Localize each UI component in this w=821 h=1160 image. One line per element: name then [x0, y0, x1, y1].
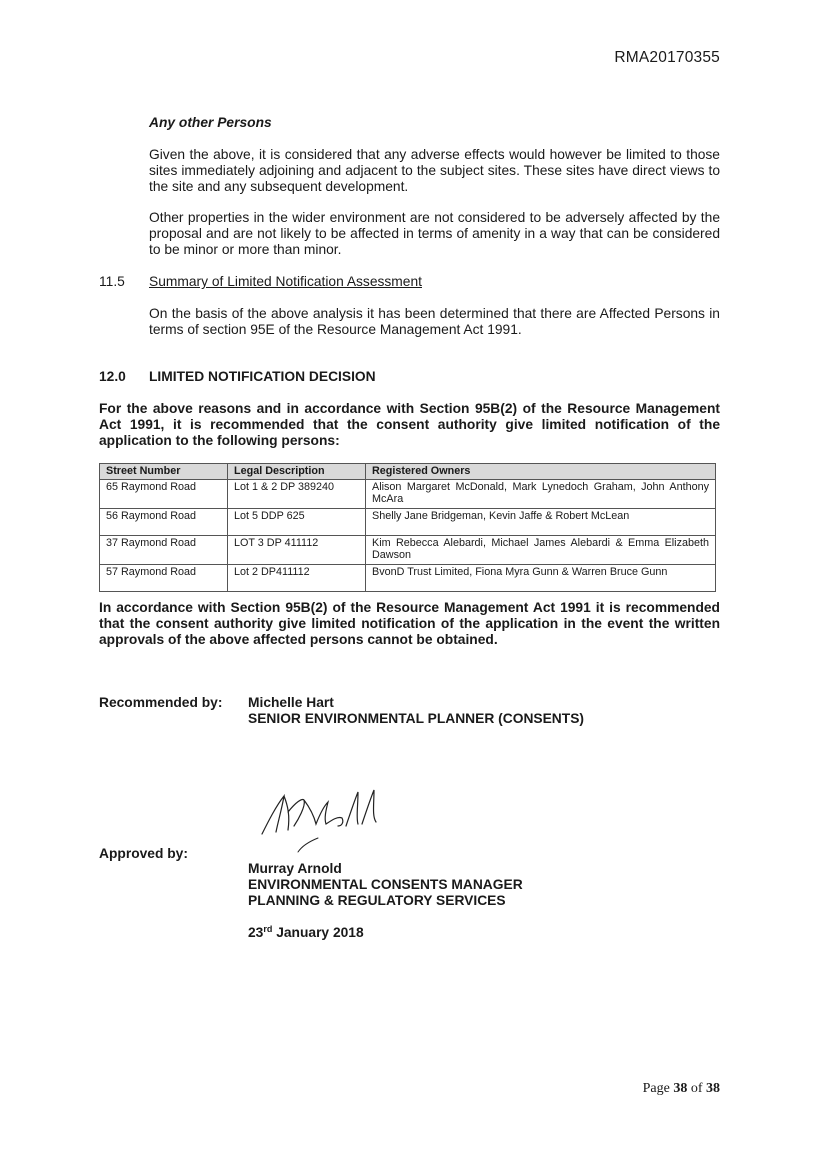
section-title: LIMITED NOTIFICATION DECISION — [149, 369, 376, 384]
table-header-row — [100, 464, 716, 480]
table-cell: 65 Raymond Road — [100, 479, 228, 508]
approver-department: PLANNING & REGULATORY SERVICES — [248, 893, 506, 908]
column-header: Registered Owners — [366, 464, 716, 480]
table-cell: Lot 2 DP411112 — [228, 564, 366, 591]
affected-persons-table — [99, 463, 716, 592]
handwritten-signature — [258, 786, 398, 856]
of-word: of — [687, 1081, 706, 1096]
section-number: 12.0 — [99, 369, 126, 384]
page-number — [643, 1081, 720, 1097]
document-reference: RMA20170355 — [614, 49, 720, 66]
table-row — [100, 508, 716, 535]
table-cell: Kim Rebecca Alebardi, Michael James Alebardi & Emma Elizabeth Dawson — [366, 535, 716, 564]
table-cell: LOT 3 DP 411112 — [228, 535, 366, 564]
section-title: Summary of Limited Notification Assessment — [149, 274, 422, 289]
decision-closing: In accordance with Section 95B(2) of the Resource Management Act 1991 it is recommended that the consent authority give limited notification of the application in the event the written approvals of the above affected persons cannot be obtained. — [99, 600, 720, 647]
approver-name: Murray Arnold — [248, 861, 342, 876]
total-pages: 38 — [706, 1081, 720, 1096]
recommender-name: Michelle Hart — [248, 695, 334, 710]
paragraph: On the basis of the above analysis it has been determined that there are Affected Persons in terms of section 95E of the Resource Management Act 1991. — [149, 306, 720, 337]
approver-block — [248, 861, 523, 909]
recommender-block — [248, 695, 584, 727]
paragraph: Other properties in the wider environment are not considered to be adversely affected by the proposal and are not likely to be affected in terms of amenity in a way that can be considered to be minor or more than minor. — [149, 210, 720, 257]
signoff-date — [248, 924, 364, 940]
recommended-by-label: Recommended by: — [99, 695, 223, 710]
page-word: Page — [642, 1081, 674, 1096]
table-cell: Lot 5 DDP 625 — [228, 508, 366, 535]
date-day: 23 — [248, 925, 264, 940]
table-cell: Lot 1 & 2 DP 389240 — [228, 479, 366, 508]
table-cell: BvonD Trust Limited, Fiona Myra Gunn & Warren Bruce Gunn — [366, 564, 716, 591]
column-header: Street Number — [100, 464, 228, 480]
paragraph: Given the above, it is considered that any adverse effects would however be limited to those sites immediately adjoining and adjacent to the subject sites. These sites have direct views to the site and any subsequent development. — [149, 147, 720, 194]
table-cell: 56 Raymond Road — [100, 508, 228, 535]
approved-by-label: Approved by: — [99, 846, 188, 861]
table-cell: Shelly Jane Bridgeman, Kevin Jaffe & Robert McLean — [366, 508, 716, 535]
date-suffix: rd — [263, 924, 273, 934]
approver-title: ENVIRONMENTAL CONSENTS MANAGER — [248, 877, 523, 892]
section-number: 11.5 — [99, 274, 125, 289]
current-page: 38 — [673, 1081, 688, 1096]
table-cell: 37 Raymond Road — [100, 535, 228, 564]
decision-intro: For the above reasons and in accordance with Section 95B(2) of the Resource Management Act 1991, it is recommended that the consent authority give limited notification of the application to the following persons: — [99, 401, 720, 448]
table-row — [100, 479, 716, 508]
table-cell: Alison Margaret McDonald, Mark Lynedoch Graham, John Anthony McAra — [366, 479, 716, 508]
table-row — [100, 535, 716, 564]
column-header: Legal Description — [228, 464, 366, 480]
table-row — [100, 564, 716, 591]
table-cell: 57 Raymond Road — [100, 564, 228, 591]
recommender-title: SENIOR ENVIRONMENTAL PLANNER (CONSENTS) — [248, 711, 584, 726]
date-month-year: January 2018 — [272, 925, 364, 940]
subheading-any-other-persons: Any other Persons — [149, 115, 272, 130]
